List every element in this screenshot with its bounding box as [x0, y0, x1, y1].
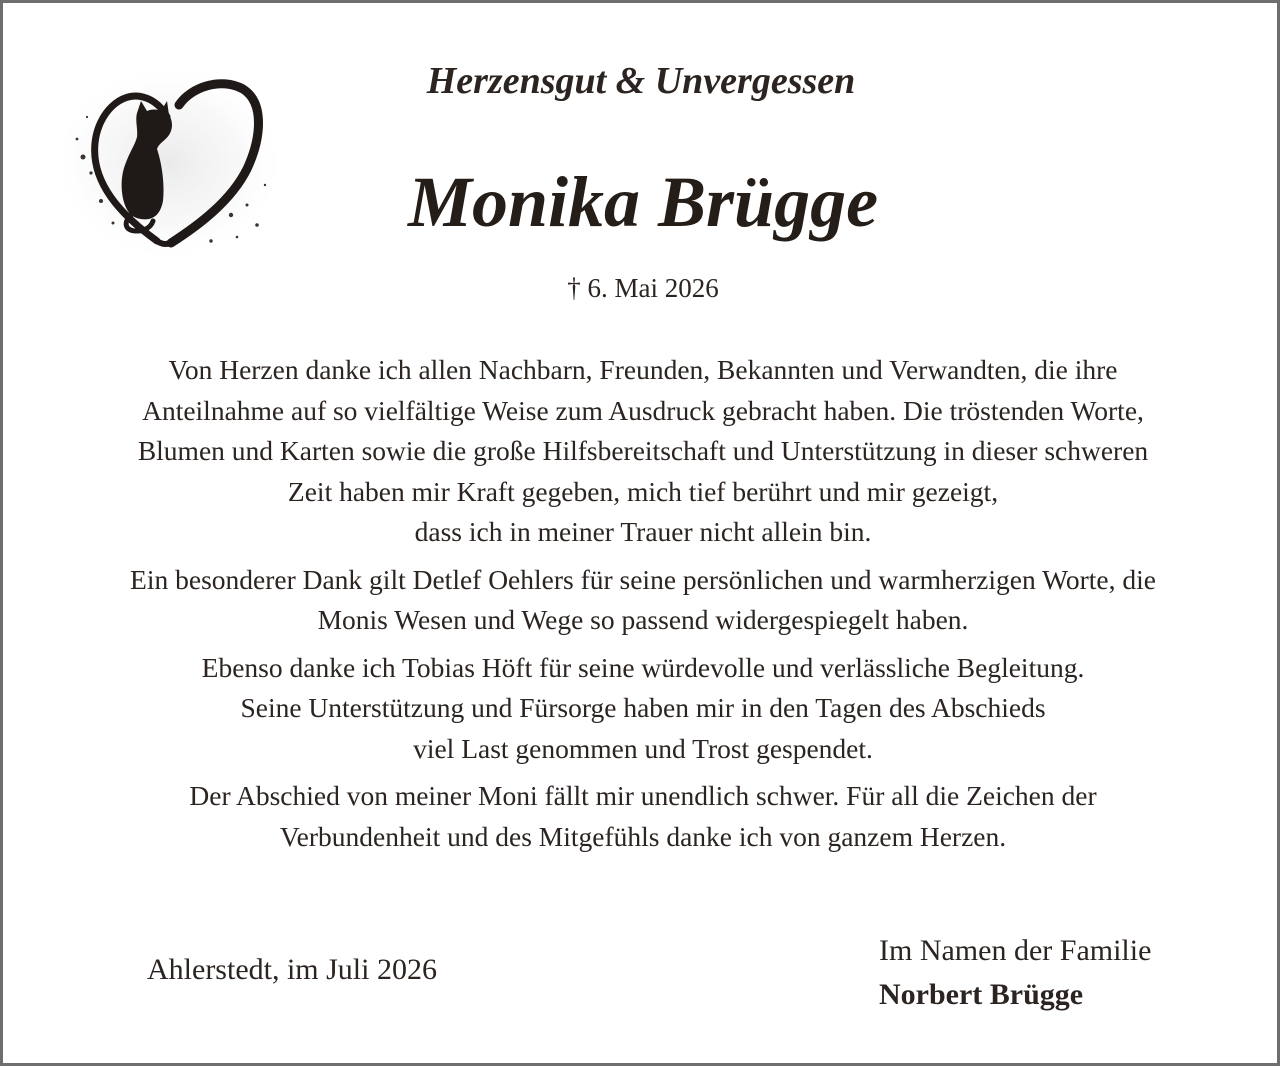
text-line: Ebenso danke ich Tobias Höft für seine würdevolle und verlässliche Begleitung.: [201, 651, 1085, 683]
paragraph: [23, 648, 1263, 770]
text-line: Seine Unterstützung und Fürsorge haben mir in den Tagen des Abschieds: [240, 692, 1046, 723]
text-line: Von Herzen danke ich allen Nachbarn, Freunden, Bekannten und Verwandten, die ihre: [168, 354, 1118, 385]
paragraph: [23, 350, 1263, 553]
subtitle: [3, 59, 1280, 103]
text-line: Anteilnahme auf so vielfältige Weise zum Ausdruck gebracht haben. Die tröstenden Worte,: [142, 394, 1144, 426]
text-line: dass ich in meiner Trauer nicht allein bin.: [414, 516, 872, 547]
paragraph: [23, 560, 1263, 641]
text-line: Blumen und Karten sowie die große Hilfsbereitschaft und Unterstützung in dieser schweren: [137, 435, 1149, 466]
text-line: viel Last genommen und Trost gespendet.: [413, 732, 873, 764]
place-and-date: Ahlerstedt, im Juli 2026: [147, 953, 437, 986]
signature-block: [879, 929, 1151, 1017]
signer-name: Norbert Brügge: [879, 978, 1084, 1011]
on-behalf-label: Im Namen der Familie: [879, 934, 1152, 967]
text-line: Ein besonderer Dank gilt Detlef Oehlers für seine persönlichen und warmherzigen Worte, die: [130, 563, 1156, 595]
deceased-name: Monika Brügge: [407, 162, 879, 242]
paragraph: [23, 776, 1263, 857]
text-line: Der Abschied von meiner Moni fällt mir unendlich schwer. Für all die Zeichen der: [189, 780, 1097, 811]
text-line: Zeit haben mir Kraft gegeben, mich tief berührt und mir gezeigt,: [287, 475, 999, 507]
text-line: Monis Wesen und Wege so passend widergespiegelt haben.: [317, 604, 969, 635]
text-line: Verbundenheit und des Mitgefühls danke ich von ganzem Herzen.: [279, 820, 1007, 852]
thank-you-text: [23, 350, 1263, 864]
death-date: † 6. Mai 2026: [567, 273, 719, 303]
subtitle-text: Herzensgut & Unvergessen: [426, 60, 856, 102]
